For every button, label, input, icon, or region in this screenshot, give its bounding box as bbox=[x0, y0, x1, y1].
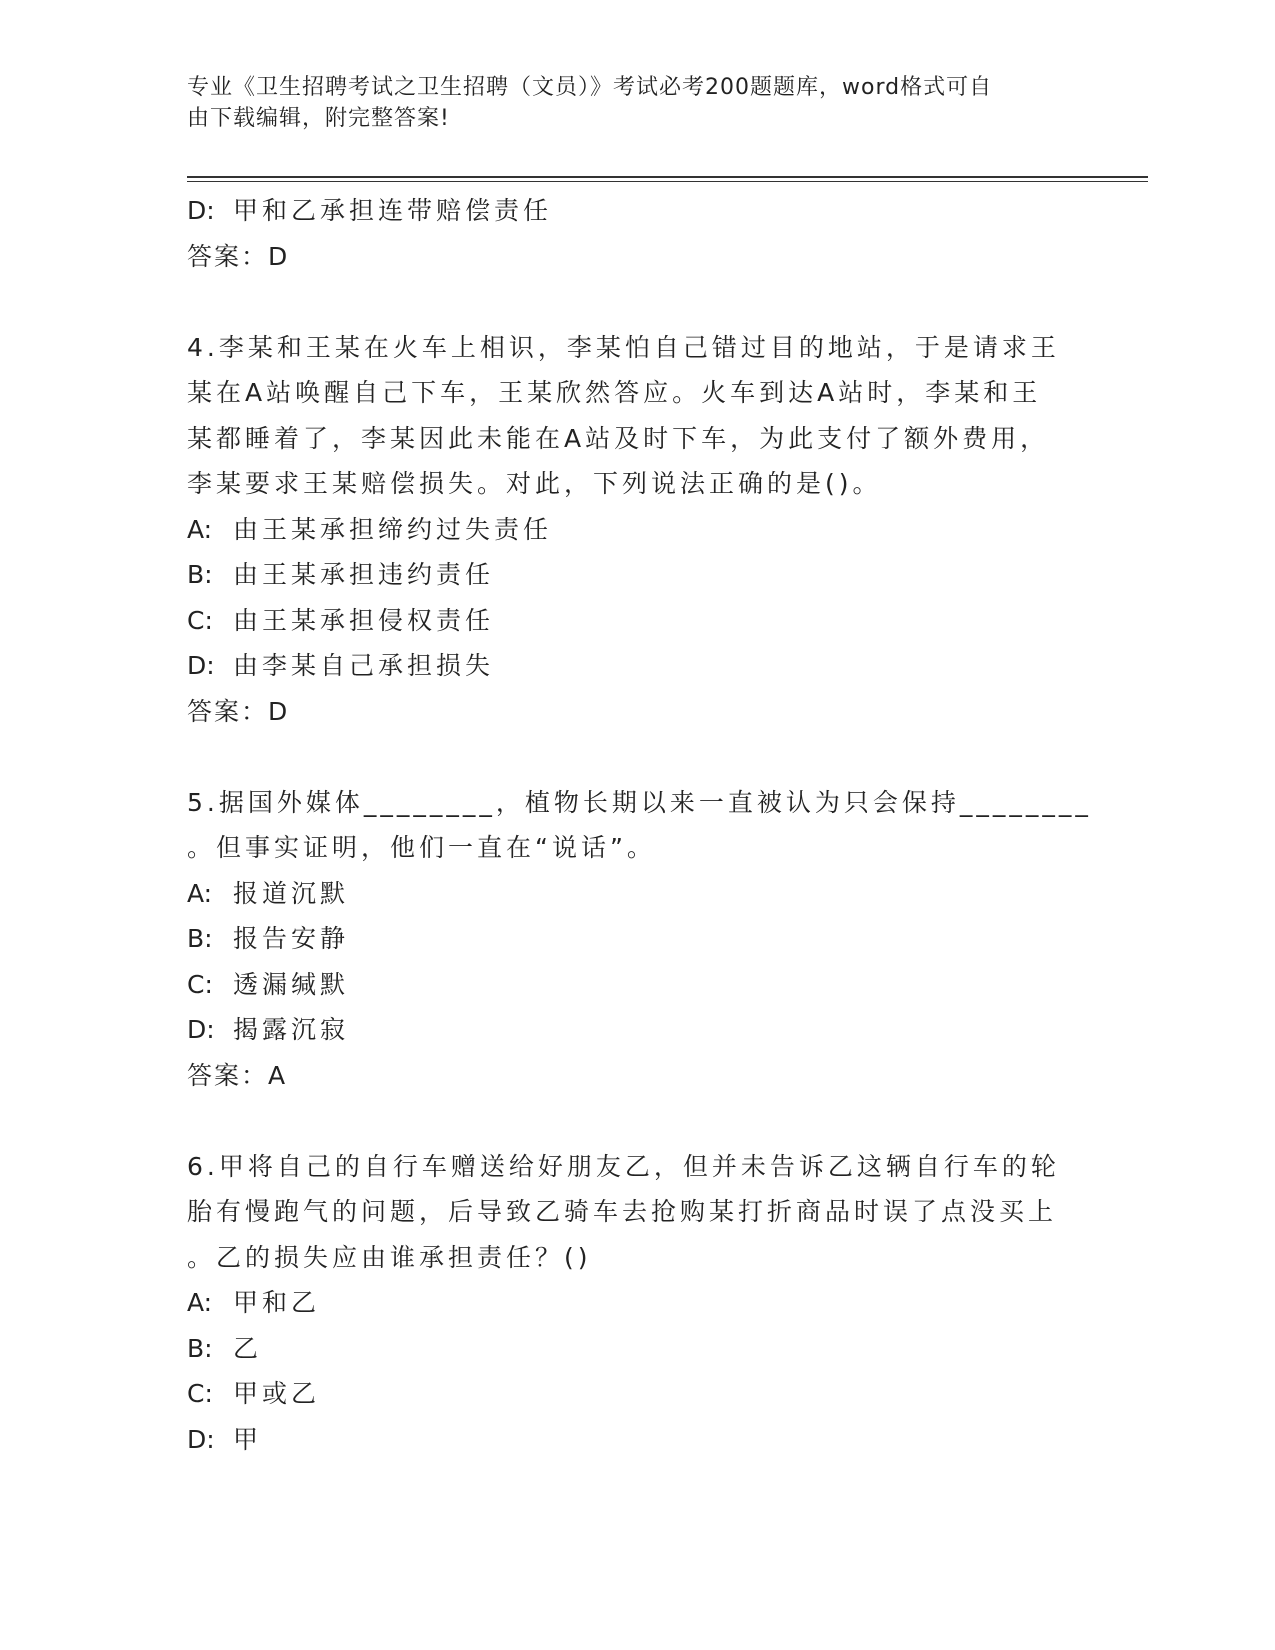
option-text: 乙 bbox=[233, 1333, 263, 1363]
q5-option-a bbox=[187, 871, 1067, 917]
option-key: C: bbox=[187, 605, 213, 635]
q5-stem bbox=[187, 780, 1092, 871]
option-key: A: bbox=[187, 878, 213, 908]
option-key: A: bbox=[187, 514, 213, 544]
q4-answer bbox=[187, 689, 1067, 735]
q6-stem-line-2: 胎有慢跑气的问题，后导致乙骑车去抢购某打折商品时误了点没买上 bbox=[187, 1197, 1058, 1226]
header-line-2: 由下载编辑，附完整答案! bbox=[187, 106, 450, 131]
option-key: C: bbox=[187, 1379, 213, 1408]
q5-option-b bbox=[187, 916, 1067, 962]
answer-label: 答案： bbox=[187, 241, 269, 271]
option-key: D: bbox=[187, 1015, 215, 1044]
header-line-1: 专业《卫生招聘考试之卫生招聘（文员）》考试必考200题题库，word格式可自 bbox=[187, 75, 993, 100]
option-text: 报告安静 bbox=[233, 924, 350, 953]
option-text: 甲或乙 bbox=[233, 1379, 321, 1408]
page-header bbox=[187, 72, 1067, 134]
option-key: D: bbox=[187, 651, 215, 680]
q4-stem-line-2: 某在A站唤醒自己下车，王某欣然答应。火车到达A站时，李某和王 bbox=[187, 378, 1042, 407]
option-text: 由王某承担缔约过失责任 bbox=[233, 514, 553, 544]
option-key: B: bbox=[187, 1333, 213, 1363]
header-rule-thick bbox=[187, 176, 1148, 178]
option-text: 由王某承担违约责任 bbox=[233, 560, 495, 589]
q4-option-d bbox=[187, 643, 1067, 689]
option-text: 甲和乙 bbox=[233, 1288, 321, 1317]
q6-option-a bbox=[187, 1280, 1067, 1326]
option-key: A: bbox=[187, 1288, 213, 1317]
q6-stem bbox=[187, 1144, 1067, 1281]
q4-stem-line-4: 李某要求王某赔偿损失。对此，下列说法正确的是()。 bbox=[187, 469, 882, 498]
option-text: 甲 bbox=[233, 1424, 263, 1454]
answer-value: D bbox=[268, 696, 289, 726]
answer-value: A bbox=[268, 1060, 287, 1090]
q6-option-d bbox=[187, 1417, 1067, 1463]
option-text: 报道沉默 bbox=[233, 878, 350, 908]
q6-stem-line-1: 6.甲将自己的自行车赠送给好朋友乙，但并未告诉乙这辆自行车的轮 bbox=[187, 1151, 1060, 1181]
option-text: 由李某自己承担损失 bbox=[233, 651, 495, 680]
option-key: B: bbox=[187, 560, 213, 589]
q5-option-d bbox=[187, 1007, 1067, 1053]
header-rule-thin bbox=[187, 181, 1148, 182]
option-key: C: bbox=[187, 969, 213, 999]
q3-option-d bbox=[187, 188, 1067, 234]
q3-answer bbox=[187, 234, 1067, 280]
option-key: D: bbox=[187, 1424, 215, 1454]
spacer bbox=[187, 279, 1067, 325]
q4-option-b bbox=[187, 552, 1067, 598]
q4-option-a bbox=[187, 507, 1067, 553]
q6-option-c bbox=[187, 1371, 1067, 1417]
option-text: 透漏缄默 bbox=[233, 969, 350, 999]
option-key: D: bbox=[187, 196, 215, 225]
option-text: 由王某承担侵权责任 bbox=[233, 605, 495, 635]
option-text: 甲和乙承担连带赔偿责任 bbox=[233, 196, 553, 225]
option-key: B: bbox=[187, 924, 213, 953]
q6-option-b bbox=[187, 1326, 1067, 1372]
q4-stem-line-3: 某都睡着了，李某因此未能在A站及时下车，为此支付了额外费用， bbox=[187, 423, 1050, 453]
q4-stem bbox=[187, 325, 1067, 507]
spacer bbox=[187, 734, 1067, 780]
page-content bbox=[187, 188, 1092, 1462]
q5-answer bbox=[187, 1053, 1067, 1099]
q5-option-c bbox=[187, 962, 1067, 1008]
answer-label: 答案： bbox=[187, 696, 269, 726]
q6-stem-line-3: 。乙的损失应由谁承担责任？() bbox=[187, 1242, 592, 1272]
option-text: 揭露沉寂 bbox=[233, 1015, 350, 1044]
q4-stem-line-1: 4.李某和王某在火车上相识，李某怕自己错过目的地站，于是请求王 bbox=[187, 332, 1060, 362]
spacer bbox=[187, 1098, 1067, 1144]
answer-label: 答案： bbox=[187, 1060, 269, 1090]
answer-value: D bbox=[268, 241, 289, 271]
q5-stem-line-1: 5.据国外媒体________，植物长期以来一直被认为只会保持________ bbox=[187, 787, 1092, 817]
q4-option-c bbox=[187, 598, 1067, 644]
q5-stem-line-2: 。但事实证明，他们一直在“说话”。 bbox=[187, 833, 656, 862]
